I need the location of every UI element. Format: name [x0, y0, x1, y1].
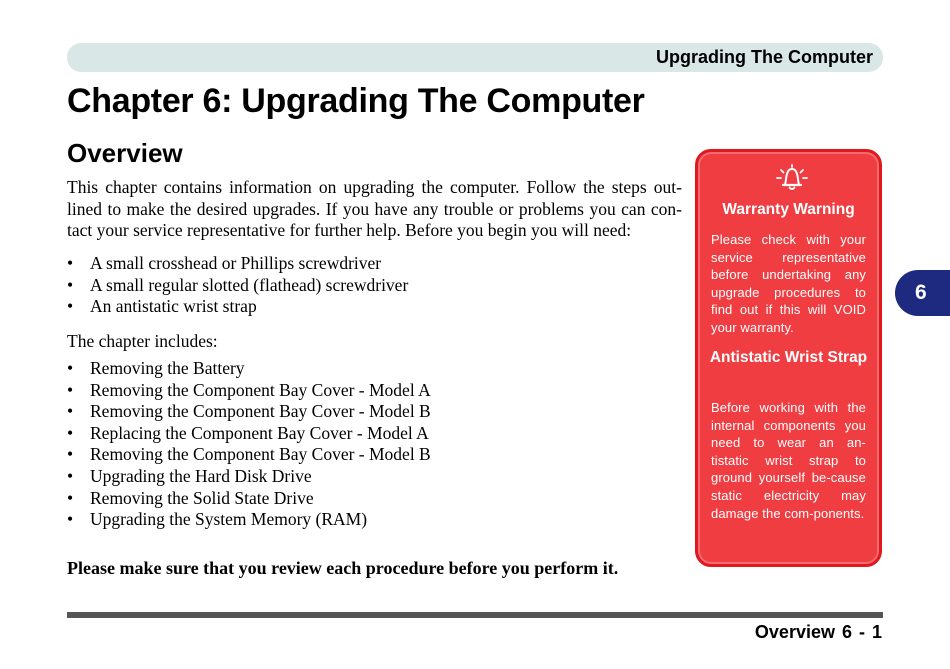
list-item-text: Replacing the Component Bay Cover - Model A — [90, 422, 429, 443]
list-item-text: Removing the Solid State Drive — [90, 487, 314, 508]
alarm-bell-icon — [775, 164, 809, 192]
bullet-icon: • — [67, 509, 74, 530]
list-item — [67, 401, 667, 423]
list-item — [67, 358, 667, 380]
footer-rule — [67, 612, 883, 618]
warranty-heading: Warranty Warning — [722, 201, 855, 218]
bullet-icon: • — [67, 444, 74, 465]
bullet-icon: • — [67, 274, 74, 295]
bullet-icon: • — [67, 487, 74, 508]
bullet-icon: • — [67, 379, 74, 400]
list-item-text: An antistatic wrist strap — [90, 296, 257, 317]
list-item — [67, 444, 667, 466]
antistatic-text: Before working with the internal components you need to wear an an-tistatic wrist strap to ground yourself be-cause static electricity may damage the com-ponents. — [711, 400, 866, 521]
list-item — [67, 253, 667, 275]
list-item-text: Upgrading the Hard Disk Drive — [90, 465, 312, 486]
includes-label: The chapter includes: — [67, 331, 218, 351]
list-item-text: A small crosshead or Phillips screwdriver — [90, 253, 382, 273]
list-item — [67, 466, 667, 488]
warning-sidebar — [695, 149, 882, 567]
bullet-icon: • — [67, 401, 74, 422]
list-item — [67, 275, 667, 297]
bullet-icon: • — [67, 253, 74, 273]
includes-list — [67, 358, 667, 531]
list-item-text: Upgrading the System Memory (RAM) — [90, 509, 368, 530]
bullet-icon: • — [67, 358, 74, 378]
list-item-text: Removing the Component Bay Cover - Model A — [90, 379, 431, 400]
list-item-text: Removing the Component Bay Cover - Model B — [90, 444, 431, 465]
list-item — [67, 423, 667, 445]
warranty-text: Please check with your service representative before undertaking any upgrade procedures to find out if this will VOID your warranty. — [711, 232, 866, 335]
list-item-text: A small regular slotted (flathead) screwdriver — [90, 274, 409, 295]
bullet-icon: • — [67, 296, 74, 317]
chapter-tab-number: 6 — [915, 281, 927, 304]
section-title: Overview — [67, 138, 183, 168]
chapter-title: Chapter 6: Upgrading The Computer — [67, 82, 645, 120]
footer-page-label: Overview 6 - 1 — [754, 622, 882, 642]
header-bar — [67, 43, 883, 72]
tools-list — [67, 253, 667, 318]
list-item — [67, 509, 667, 531]
antistatic-heading: Antistatic Wrist Strap — [709, 349, 868, 366]
list-item — [67, 296, 667, 318]
list-item — [67, 488, 667, 510]
bullet-icon: • — [67, 422, 74, 443]
list-item-text: Removing the Component Bay Cover - Model B — [90, 401, 431, 422]
bullet-icon: • — [67, 465, 74, 486]
final-note: Please make sure that you review each procedure before you perform it. — [67, 558, 619, 578]
chapter-tab[interactable] — [895, 270, 950, 316]
list-item — [67, 380, 667, 402]
list-item-text: Removing the Battery — [90, 358, 245, 378]
intro-paragraph: This chapter contains information on upgrading the computer. Follow the steps out-lined to make the desired upgrades. If you have any trouble or problems you can con-tact your service representative for further help. Before you begin you will need: — [67, 177, 682, 240]
header-title: Upgrading The Computer — [656, 47, 873, 67]
